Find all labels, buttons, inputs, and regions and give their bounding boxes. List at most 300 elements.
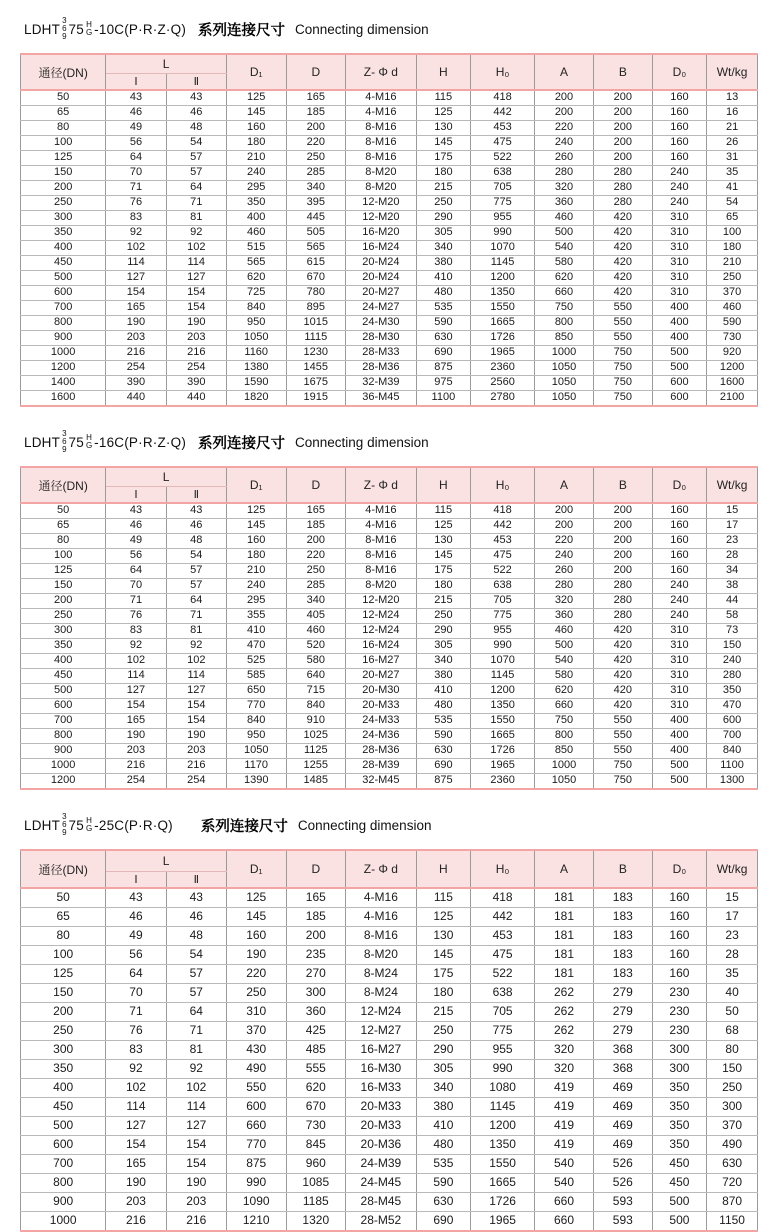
cell: 200 <box>593 564 652 579</box>
table-row <box>21 714 758 729</box>
cell: 160 <box>652 519 706 534</box>
pressure-class: -10C(P·R·Z·Q) <box>94 21 187 37</box>
cell: 102 <box>166 1079 226 1098</box>
cell: 950 <box>226 729 286 744</box>
cell: 750 <box>593 774 652 790</box>
cell: 160 <box>652 549 706 564</box>
cell: 41 <box>707 181 758 196</box>
cell: 480 <box>416 286 470 301</box>
table-row <box>21 669 758 684</box>
cell: 190 <box>106 729 166 744</box>
cell: 127 <box>106 271 166 286</box>
cell: 64 <box>166 594 226 609</box>
cell: 150 <box>21 166 106 181</box>
model-size: 75 <box>68 817 84 833</box>
variant-stack <box>86 434 92 450</box>
cell: 102 <box>106 241 166 256</box>
table-row <box>21 301 758 316</box>
cell: 310 <box>652 699 706 714</box>
cell: 70 <box>106 984 166 1003</box>
cell: 515 <box>226 241 286 256</box>
cell: 1210 <box>226 1212 286 1232</box>
cell: 190 <box>106 1174 166 1193</box>
table-row <box>21 1041 758 1060</box>
col-header-d0: D₀ <box>652 467 706 503</box>
cell: 65 <box>21 519 106 534</box>
cell: 160 <box>652 946 706 965</box>
cell: 125 <box>226 888 286 908</box>
cell: 320 <box>535 1041 594 1060</box>
section-title <box>24 427 758 457</box>
cell: 240 <box>707 654 758 669</box>
cell: 200 <box>286 927 346 946</box>
cell: 380 <box>416 669 470 684</box>
cell: 16-M27 <box>346 1041 417 1060</box>
cell: 181 <box>535 908 594 927</box>
cell: 17 <box>707 519 758 534</box>
cell: 154 <box>166 714 226 729</box>
cell: 340 <box>286 181 346 196</box>
cell: 43 <box>166 503 226 519</box>
cell: 125 <box>226 90 286 106</box>
cell: 114 <box>106 1098 166 1117</box>
cell: 28-M52 <box>346 1212 417 1232</box>
col-header-a: A <box>535 467 594 503</box>
cell: 280 <box>707 669 758 684</box>
cell: 181 <box>535 946 594 965</box>
cell: 720 <box>707 1174 758 1193</box>
table-row <box>21 226 758 241</box>
cell: 48 <box>166 927 226 946</box>
cell: 71 <box>166 196 226 211</box>
cell: 400 <box>652 729 706 744</box>
cell: 8-M16 <box>346 549 417 564</box>
cell: 1090 <box>226 1193 286 1212</box>
cell: 81 <box>166 1041 226 1060</box>
cell: 76 <box>106 196 166 211</box>
variant-stack-letter: H <box>86 20 92 29</box>
cell: 540 <box>535 1174 594 1193</box>
cell: 16-M30 <box>346 1060 417 1079</box>
table-row <box>21 1136 758 1155</box>
cell: 1200 <box>21 774 106 790</box>
table-row <box>21 699 758 714</box>
cell: 2780 <box>471 391 535 407</box>
cell: 150 <box>21 984 106 1003</box>
table-row <box>21 549 758 564</box>
col-header-h0: H₀ <box>471 467 535 503</box>
cell: 590 <box>416 1174 470 1193</box>
cell: 460 <box>535 624 594 639</box>
cell: 20-M24 <box>346 271 417 286</box>
cell: 715 <box>286 684 346 699</box>
cell: 125 <box>21 151 106 166</box>
cell: 410 <box>416 1117 470 1136</box>
section-25c <box>20 810 758 1232</box>
cell: 360 <box>535 609 594 624</box>
variant-stack-letter: G <box>85 28 93 37</box>
cell: 1050 <box>535 774 594 790</box>
cell: 181 <box>535 888 594 908</box>
cell: 20-M36 <box>346 1136 417 1155</box>
cell: 310 <box>652 639 706 654</box>
cell: 395 <box>286 196 346 211</box>
table-row <box>21 624 758 639</box>
cell: 127 <box>106 684 166 699</box>
table-row <box>21 1193 758 1212</box>
cell: 580 <box>286 654 346 669</box>
cell: 1150 <box>707 1212 758 1232</box>
cell: 280 <box>593 196 652 211</box>
cell: 850 <box>535 744 594 759</box>
cell: 20-M33 <box>346 699 417 714</box>
cell: 469 <box>593 1136 652 1155</box>
table-row <box>21 151 758 166</box>
cell: 670 <box>286 1098 346 1117</box>
cell: 620 <box>535 684 594 699</box>
cell: 1726 <box>471 744 535 759</box>
series-label-en: Connecting dimension <box>297 817 432 833</box>
cell: 305 <box>416 1060 470 1079</box>
cell: 350 <box>21 1060 106 1079</box>
cell: 114 <box>166 669 226 684</box>
cell: 1965 <box>471 759 535 774</box>
cell: 555 <box>286 1060 346 1079</box>
cell: 185 <box>286 519 346 534</box>
cell: 160 <box>652 534 706 549</box>
cell: 310 <box>652 241 706 256</box>
cell: 50 <box>21 888 106 908</box>
cell: 1665 <box>471 316 535 331</box>
cell: 230 <box>652 1003 706 1022</box>
cell: 210 <box>707 256 758 271</box>
size-stack <box>62 17 66 41</box>
cell: 200 <box>21 181 106 196</box>
cell: 230 <box>652 1022 706 1041</box>
cell: 250 <box>707 271 758 286</box>
table-row <box>21 166 758 181</box>
cell: 490 <box>707 1136 758 1155</box>
cell: 190 <box>166 1174 226 1193</box>
cell: 840 <box>226 301 286 316</box>
cell: 505 <box>286 226 346 241</box>
cell: 442 <box>471 908 535 927</box>
cell: 700 <box>21 301 106 316</box>
cell: 115 <box>416 90 470 106</box>
cell: 125 <box>21 965 106 984</box>
section-16c <box>20 427 758 790</box>
cell: 125 <box>21 564 106 579</box>
cell: 1170 <box>226 759 286 774</box>
cell: 180 <box>416 166 470 181</box>
cell: 522 <box>471 564 535 579</box>
cell: 70 <box>106 166 166 181</box>
cell: 660 <box>535 1193 594 1212</box>
table-row <box>21 391 758 407</box>
cell: 92 <box>166 226 226 241</box>
table-row <box>21 946 758 965</box>
cell: 240 <box>535 136 594 151</box>
cell: 475 <box>471 136 535 151</box>
cell: 800 <box>535 729 594 744</box>
cell: 1050 <box>535 376 594 391</box>
size-stack-digit: 9 <box>62 828 67 837</box>
cell: 522 <box>471 965 535 984</box>
cell: 100 <box>21 946 106 965</box>
cell: 535 <box>416 301 470 316</box>
cell: 92 <box>166 1060 226 1079</box>
cell: 400 <box>21 1079 106 1098</box>
cell: 200 <box>593 106 652 121</box>
col-header-wt: Wt/kg <box>707 467 758 503</box>
cell: 260 <box>535 151 594 166</box>
cell: 250 <box>226 984 286 1003</box>
cell: 28-M39 <box>346 759 417 774</box>
cell: 990 <box>226 1174 286 1193</box>
cell: 660 <box>535 1212 594 1232</box>
cell: 350 <box>226 196 286 211</box>
cell: 690 <box>416 1212 470 1232</box>
cell: 600 <box>226 1098 286 1117</box>
cell: 12-M20 <box>346 196 417 211</box>
cell: 57 <box>166 965 226 984</box>
cell: 638 <box>471 984 535 1003</box>
table-row <box>21 609 758 624</box>
cell: 1300 <box>707 774 758 790</box>
col-header-b: B <box>593 467 652 503</box>
table-row <box>21 503 758 519</box>
cell: 240 <box>226 166 286 181</box>
cell: 420 <box>593 699 652 714</box>
cell: 16-M33 <box>346 1079 417 1098</box>
col-header-l1: Ⅰ <box>106 872 166 889</box>
cell: 64 <box>106 564 166 579</box>
cell: 216 <box>106 346 166 361</box>
cell: 200 <box>593 136 652 151</box>
cell: 114 <box>106 256 166 271</box>
cell: 620 <box>226 271 286 286</box>
col-header-l2: Ⅱ <box>166 872 226 889</box>
cell: 150 <box>21 579 106 594</box>
cell: 500 <box>535 226 594 241</box>
cell: 12-M20 <box>346 211 417 226</box>
cell: 13 <box>707 90 758 106</box>
cell: 28 <box>707 549 758 564</box>
cell: 420 <box>593 211 652 226</box>
cell: 183 <box>593 946 652 965</box>
cell: 480 <box>416 699 470 714</box>
col-header-l1: Ⅰ <box>106 487 166 504</box>
size-stack-digit: 3 <box>62 429 67 438</box>
cell: 380 <box>416 256 470 271</box>
cell: 43 <box>106 90 166 106</box>
size-stack-digit: 9 <box>62 445 67 454</box>
cell: 480 <box>416 1136 470 1155</box>
cell: 1115 <box>286 331 346 346</box>
cell: 160 <box>652 136 706 151</box>
cell: 420 <box>593 669 652 684</box>
cell: 960 <box>286 1155 346 1174</box>
size-stack-digit: 3 <box>62 812 67 821</box>
cell: 180 <box>226 136 286 151</box>
cell: 203 <box>106 744 166 759</box>
cell: 950 <box>226 316 286 331</box>
cell: 469 <box>593 1098 652 1117</box>
model-size: 75 <box>68 21 84 37</box>
cell: 8-M20 <box>346 181 417 196</box>
cell: 300 <box>21 1041 106 1060</box>
cell: 254 <box>106 774 166 790</box>
table-row <box>21 271 758 286</box>
col-header-d1: D₁ <box>226 54 286 90</box>
cell: 130 <box>416 121 470 136</box>
cell: 440 <box>106 391 166 407</box>
cell: 43 <box>166 90 226 106</box>
col-header-b: B <box>593 850 652 888</box>
cell: 410 <box>416 684 470 699</box>
table-row <box>21 534 758 549</box>
cell: 310 <box>652 226 706 241</box>
cell: 750 <box>535 714 594 729</box>
cell: 800 <box>21 1174 106 1193</box>
cell: 92 <box>106 639 166 654</box>
cell: 125 <box>416 908 470 927</box>
cell: 410 <box>226 624 286 639</box>
cell: 20-M24 <box>346 256 417 271</box>
cell: 280 <box>535 579 594 594</box>
cell: 1100 <box>416 391 470 407</box>
cell: 800 <box>21 316 106 331</box>
cell: 250 <box>416 609 470 624</box>
cell: 500 <box>535 639 594 654</box>
cell: 8-M24 <box>346 965 417 984</box>
cell: 81 <box>166 211 226 226</box>
size-stack-digit: 6 <box>62 820 67 829</box>
table-row <box>21 361 758 376</box>
cell: 690 <box>416 346 470 361</box>
cell: 310 <box>226 1003 286 1022</box>
cell: 215 <box>416 181 470 196</box>
cell: 470 <box>707 699 758 714</box>
cell: 1726 <box>471 331 535 346</box>
cell: 24-M33 <box>346 714 417 729</box>
cell: 320 <box>535 181 594 196</box>
cell: 800 <box>535 316 594 331</box>
cell: 590 <box>707 316 758 331</box>
cell: 640 <box>286 669 346 684</box>
cell: 56 <box>106 549 166 564</box>
cell: 83 <box>106 1041 166 1060</box>
cell: 1145 <box>471 669 535 684</box>
col-header-h: H <box>416 54 470 90</box>
cell: 83 <box>106 624 166 639</box>
variant-stack-letter: G <box>85 441 93 450</box>
cell: 57 <box>166 984 226 1003</box>
cell: 145 <box>416 946 470 965</box>
cell: 670 <box>286 271 346 286</box>
cell: 1000 <box>535 759 594 774</box>
cell: 660 <box>535 286 594 301</box>
cell: 418 <box>471 503 535 519</box>
cell: 522 <box>471 151 535 166</box>
cell: 340 <box>416 241 470 256</box>
cell: 350 <box>652 1117 706 1136</box>
col-header-z-phi-d: Z- Φ d <box>346 54 417 90</box>
cell: 165 <box>286 503 346 519</box>
cell: 54 <box>166 946 226 965</box>
cell: 875 <box>416 361 470 376</box>
table-row <box>21 211 758 226</box>
cell: 102 <box>166 241 226 256</box>
cell: 526 <box>593 1155 652 1174</box>
cell: 145 <box>416 549 470 564</box>
cell: 175 <box>416 564 470 579</box>
cell: 1350 <box>471 286 535 301</box>
cell: 840 <box>707 744 758 759</box>
cell: 442 <box>471 106 535 121</box>
cell: 12-M24 <box>346 1003 417 1022</box>
cell: 580 <box>535 256 594 271</box>
model-code: LDHT <box>24 21 61 37</box>
cell: 405 <box>286 609 346 624</box>
cell: 420 <box>593 226 652 241</box>
cell: 390 <box>166 376 226 391</box>
cell: 250 <box>416 1022 470 1041</box>
variant-stack <box>86 817 92 833</box>
cell: 500 <box>652 759 706 774</box>
cell: 500 <box>652 774 706 790</box>
cell: 28 <box>707 946 758 965</box>
cell: 127 <box>166 271 226 286</box>
col-header-h0: H₀ <box>471 850 535 888</box>
cell: 4-M16 <box>346 519 417 534</box>
cell: 28-M36 <box>346 361 417 376</box>
col-header-a: A <box>535 850 594 888</box>
table-row <box>21 136 758 151</box>
cell: 593 <box>593 1193 652 1212</box>
cell: 125 <box>416 519 470 534</box>
cell: 160 <box>226 927 286 946</box>
cell: 46 <box>106 519 166 534</box>
cell: 1400 <box>21 376 106 391</box>
table-row <box>21 639 758 654</box>
cell: 130 <box>416 534 470 549</box>
table-row <box>21 106 758 121</box>
cell: 1000 <box>21 759 106 774</box>
cell: 28-M45 <box>346 1193 417 1212</box>
cell: 57 <box>166 564 226 579</box>
cell: 1200 <box>471 271 535 286</box>
col-header-z-phi-d: Z- Φ d <box>346 850 417 888</box>
cell: 160 <box>652 90 706 106</box>
cell: 485 <box>286 1041 346 1060</box>
cell: 2360 <box>471 361 535 376</box>
cell: 215 <box>416 1003 470 1022</box>
cell: 16-M27 <box>346 654 417 669</box>
cell: 419 <box>535 1117 594 1136</box>
cell: 1350 <box>471 699 535 714</box>
table-row <box>21 744 758 759</box>
cell: 154 <box>166 1155 226 1174</box>
cell: 469 <box>593 1117 652 1136</box>
cell: 240 <box>652 579 706 594</box>
cell: 540 <box>535 241 594 256</box>
col-header-wt: Wt/kg <box>707 54 758 90</box>
cell: 49 <box>106 927 166 946</box>
cell: 280 <box>593 579 652 594</box>
cell: 180 <box>226 549 286 564</box>
cell: 700 <box>21 1155 106 1174</box>
